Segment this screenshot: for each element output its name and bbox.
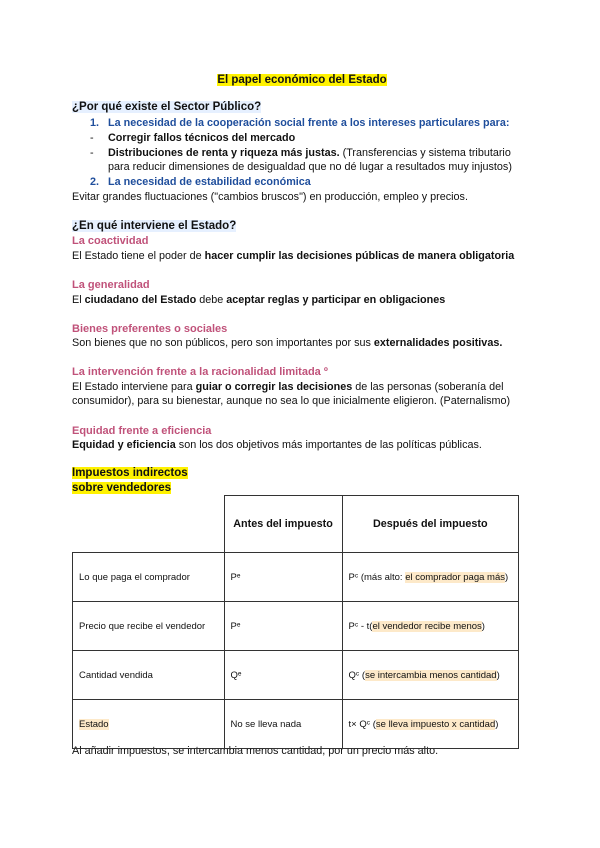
bullet-fallos: Corregir fallos técnicos del mercado [108, 132, 296, 144]
heading-impuestos-1: Impuestos indirectos [72, 467, 188, 479]
text-generalidad: El ciudadano del Estado debe aceptar reglas y participar en obligaciones [72, 294, 446, 306]
bullet-dash: - [90, 132, 94, 144]
cell-before: Qᵉ [224, 651, 342, 700]
text-equidad: Equidad y eficiencia son los dos objetivos más importantes de las políticas públicas. [72, 439, 482, 451]
table-header-row [73, 496, 519, 553]
row-label: Cantidad vendida [73, 651, 225, 700]
table-row [73, 651, 519, 700]
column-header-despues: Después del impuesto [342, 496, 519, 553]
section-heading-sector-publico: ¿Por qué existe el Sector Público? [72, 101, 262, 113]
subheading-bienes: Bienes preferentes o sociales [72, 323, 228, 335]
list-item-cooperacion: La necesidad de la cooperación social frente a los intereses particulares para: [108, 117, 510, 129]
text-intervencion-cont: consumidor), para su bienestar, aunque no sea lo que inicialmente eligieron. (Paternalismo) [72, 395, 511, 407]
bullet-distribuciones-cont: para reducir dimensiones de desigualdad que no dé lugar a resultados muy injustos) [108, 161, 512, 173]
cell-after: Pᶜ (más alto: el comprador paga más) [342, 553, 519, 602]
text-intervencion: El Estado interviene para guiar o corregir las decisiones de las personas (soberanía del [72, 381, 504, 393]
cell-before: Pᵉ [224, 553, 342, 602]
text-bienes: Son bienes que no son públicos, pero son importantes por sus externalidades positivas. [72, 337, 503, 349]
cell-before: No se lleva nada [224, 700, 342, 749]
section-heading-interviene: ¿En qué interviene el Estado? [72, 220, 237, 232]
row-label: Precio que recibe el vendedor [73, 602, 225, 651]
table-corner [73, 496, 225, 553]
subheading-coactividad: La coactividad [72, 235, 149, 247]
row-label: Estado [73, 700, 225, 749]
list-number-2: 2. [90, 176, 100, 188]
heading-impuestos-2: sobre vendedores [72, 482, 172, 494]
subheading-generalidad: La generalidad [72, 279, 150, 291]
bullet-dash: - [90, 147, 94, 159]
column-header-antes: Antes del impuesto [224, 496, 342, 553]
row-label: Lo que paga el comprador [73, 553, 225, 602]
list-item-estabilidad: La necesidad de estabilidad económica [108, 176, 311, 188]
cell-after: t× Qᶜ (se lleva impuesto x cantidad) [342, 700, 519, 749]
cell-before: Pᵉ [224, 602, 342, 651]
note-fluctuaciones: Evitar grandes fluctuaciones ("cambios bruscos") en producción, empleo y precios. [72, 191, 468, 203]
tax-table [72, 495, 519, 749]
subheading-equidad: Equidad frente a eficiencia [72, 425, 212, 437]
cell-after: Pᶜ - t(el vendedor recibe menos) [342, 602, 519, 651]
page-title: El papel económico del Estado [217, 74, 387, 86]
subheading-intervencion: La intervención frente a la racionalidad limitada º [72, 366, 328, 378]
footer-note: Al añadir impuestos, se intercambia menos cantidad, por un precio más alto. [72, 745, 439, 757]
bullet-distribuciones: Distribuciones de renta y riqueza más justas. (Transferencias y sistema tributario [108, 147, 511, 159]
table-row [73, 553, 519, 602]
table-row [73, 700, 519, 749]
list-number-1: 1. [90, 117, 100, 129]
table-row [73, 602, 519, 651]
cell-after: Qᶜ (se intercambia menos cantidad) [342, 651, 519, 700]
text-coactividad: El Estado tiene el poder de hacer cumplir las decisiones públicas de manera obligatoria [72, 250, 515, 262]
